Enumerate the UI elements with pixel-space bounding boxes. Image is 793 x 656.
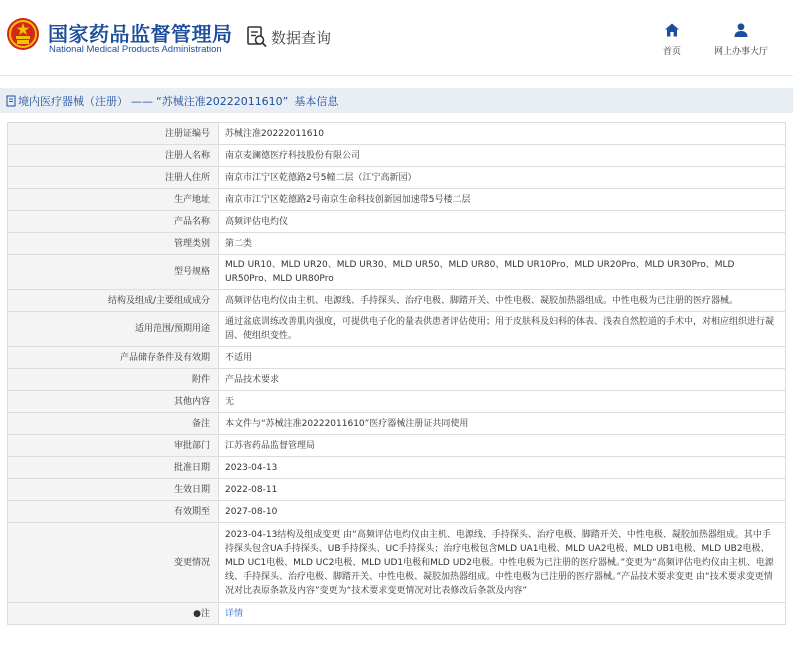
site-header — [0, 0, 793, 76]
table-row — [8, 255, 786, 290]
field-value: 2023-04-13结构及组成变更 由“高频评估电灼仪由主机、电源线、手持探头、治疗电极、脚踏开关、中性电极、凝胶加热器组成。其中手持探头包含UA手持探头、UB手持探头、UC手持探头；治疗电极包含MLD UA1电极、MLD UA2电极、MLD UB1电极、MLD UB2电极、MLD UC1电极、MLD UC2电极、MLD UD1电极和MLD UD2电极。中性电极为已注册的医疗器械。”变更为“高频评估电灼仪由主机、电源线、手持探头、治疗电极、脚踏开关、中性电极、凝胶加热器组成。中性电极为已注册的医疗器械。”产品技术要求变更 由“技术要求变更情况对比表原条款及内容”变更为“技术要求变更情况对比表修改后条款及内容” — [219, 523, 786, 603]
nav-online-service-hall[interactable] — [714, 22, 768, 57]
field-label: 生产地址 — [8, 189, 219, 211]
field-value — [219, 603, 786, 625]
table-row — [8, 312, 786, 347]
table-row — [8, 233, 786, 255]
field-value: MLD UR10、MLD UR20、MLD UR30、MLD UR50、MLD UR80、MLD UR10Pro、MLD UR20Pro、MLD UR30Pro、MLD UR50Pro、MLD UR80Pro — [219, 255, 786, 290]
field-value: 高频评估电灼仪由主机、电源线、手持探头、治疗电极、脚踏开关、中性电极、凝胶加热器组成。中性电极为已注册的医疗器械。 — [219, 290, 786, 312]
field-value: 2023-04-13 — [219, 457, 786, 479]
data-query-heading — [246, 25, 331, 49]
field-value: 江苏省药品监督管理局 — [219, 435, 786, 457]
field-label: 备注 — [8, 413, 219, 435]
table-row — [8, 369, 786, 391]
page-title — [18, 93, 338, 109]
field-label: 有效期至 — [8, 501, 219, 523]
table-row — [8, 413, 786, 435]
field-label: 产品名称 — [8, 211, 219, 233]
table-row — [8, 501, 786, 523]
field-label: 注册证编号 — [8, 123, 219, 145]
field-value: 不适用 — [219, 347, 786, 369]
detail-link[interactable]: 详情 — [225, 608, 244, 619]
table-row — [8, 189, 786, 211]
field-value: 南京麦澜德医疗科技股份有限公司 — [219, 145, 786, 167]
document-search-icon — [246, 25, 268, 49]
table-row — [8, 145, 786, 167]
table-row — [8, 603, 786, 625]
home-icon — [664, 22, 680, 38]
table-row — [8, 479, 786, 501]
table-row — [8, 391, 786, 413]
table-row — [8, 123, 786, 145]
user-icon — [733, 22, 749, 38]
breadcrumb-suffix: 基本信息 — [294, 94, 339, 108]
nav-online-service-hall-label: 网上办事大厅 — [714, 47, 769, 57]
nav-home[interactable] — [663, 22, 681, 57]
breadcrumb — [0, 88, 793, 113]
field-value: 本文件与“苏械注准20222011610”医疗器械注册证共同使用 — [219, 413, 786, 435]
table-row — [8, 167, 786, 189]
field-label: 变更情况 — [8, 523, 219, 603]
document-icon — [6, 95, 16, 107]
site-title[interactable]: 国家药品监督管理局 — [48, 22, 233, 46]
field-label: 其他内容 — [8, 391, 219, 413]
breadcrumb-separator: —— — [131, 94, 153, 108]
breadcrumb-category[interactable]: 境内医疗器械（注册） — [18, 94, 128, 108]
field-label: 批准日期 — [8, 457, 219, 479]
field-label: 附件 — [8, 369, 219, 391]
table-row — [8, 211, 786, 233]
field-value: 南京市江宁区乾德路2号南京生命科技创新园加速带5号楼二层 — [219, 189, 786, 211]
field-value: 第二类 — [219, 233, 786, 255]
table-row — [8, 457, 786, 479]
field-label: 型号规格 — [8, 255, 219, 290]
nav-home-label: 首页 — [663, 47, 682, 57]
field-value: 苏械注准20222011610 — [219, 123, 786, 145]
data-query-label: 数据查询 — [271, 28, 332, 47]
table-row — [8, 347, 786, 369]
field-label: 管理类别 — [8, 233, 219, 255]
field-label: 适用范围/预期用途 — [8, 312, 219, 347]
table-row — [8, 435, 786, 457]
field-label: 产品储存条件及有效期 — [8, 347, 219, 369]
field-value: 通过盆底训练改善肌肉强度，可提供电子化的量表供患者评估使用；用于皮肤科及妇科的体表、浅表自然腔道的手术中，对相应组织进行凝固、使组织变性。 — [219, 312, 786, 347]
field-value: 南京市江宁区乾德路2号5幢二层（江宁高新园） — [219, 167, 786, 189]
breadcrumb-record: “苏械注准20222011610” — [156, 94, 289, 108]
table-row — [8, 523, 786, 603]
field-label: ●注 — [8, 603, 219, 625]
field-label: 注册人名称 — [8, 145, 219, 167]
field-value: 2022-08-11 — [219, 479, 786, 501]
field-label: 审批部门 — [8, 435, 219, 457]
table-row — [8, 290, 786, 312]
registration-detail-table — [7, 122, 786, 625]
field-value: 无 — [219, 391, 786, 413]
field-value: 2027-08-10 — [219, 501, 786, 523]
site-subtitle: National Medical Products Administration — [49, 44, 222, 55]
national-emblem-icon — [6, 17, 40, 51]
field-label: 生效日期 — [8, 479, 219, 501]
field-label: 结构及组成/主要组成成分 — [8, 290, 219, 312]
field-value: 产品技术要求 — [219, 369, 786, 391]
field-label: 注册人住所 — [8, 167, 219, 189]
field-value: 高频评估电灼仪 — [219, 211, 786, 233]
